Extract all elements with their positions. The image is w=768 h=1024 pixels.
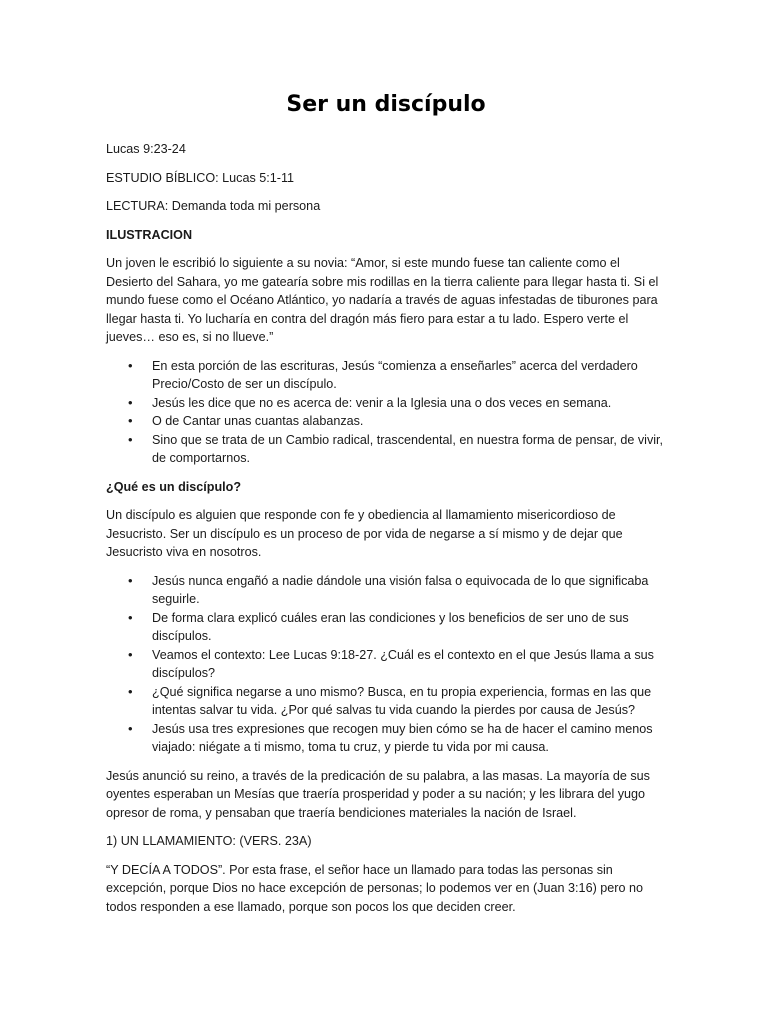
reading-line: LECTURA: Demanda toda mi persona bbox=[106, 199, 321, 213]
list-item: • Veamos el contexto: Lee Lucas 9:18-27. ¿Cuál es el contexto en el que Jesús llama a sus discípulos? bbox=[152, 646, 666, 683]
list-item: • Jesús nunca engañó a nadie dándole una visión falsa o equivocada de lo que significaba seguirle. bbox=[152, 572, 666, 609]
bible-study-line: ESTUDIO BÍBLICO: Lucas 5:1-11 bbox=[106, 170, 295, 185]
what-is-disciple-paragraph: Un discípulo es alguien que responde con fe y obediencia al llamamiento misericordioso de Jesucristo. Ser un discípulo es un proceso de por vida de negarse a sí mismo y de dejar que Jesucristo viva en nosotros. bbox=[106, 508, 623, 559]
what-is-disciple-heading: ¿Qué es un discípulo? bbox=[106, 479, 242, 494]
calling-paragraph: “Y DECÍA A TODOS”. Por esta frase, el señor hace un llamado para todas las personas sin excepción, porque Dios no hace excepción de personas; lo podemos ver en (Juan 3:16) pero no todos responden a ese llamado, porque son pocos los que deciden creer. bbox=[106, 862, 643, 914]
calling-heading: 1) UN LLAMAMIENTO: (VERS. 23A) bbox=[106, 834, 312, 848]
list-item: • Jesús les dice que no es acerca de: venir a la Iglesia una o dos veces en semana. bbox=[152, 394, 666, 413]
list-item: • O de Cantar unas cuantas alabanzas. bbox=[152, 412, 666, 431]
illustration-paragraph: Un joven le escribió lo siguiente a su novia: “Amor, si este mundo fuese tan caliente como el Desierto del Sahara, yo me gatearía sobre mis rodillas en la tierra caliente para llegar hasta ti. Si el mundo fuese como el Océano Atlántico, yo nadaría a través de aguas infestadas de tiburones para llegar hasta ti. Yo lucharía en contra del dragón más fiero para estar a tu lado. Espero verte el jueves… eso es, si no llueve.” bbox=[106, 256, 659, 344]
page-title: Ser un discípulo bbox=[286, 92, 486, 117]
list-item: • Sino que se trata de un Cambio radical, trascendental, en nuestra forma de pensar, de vivir, de comportarnos. bbox=[152, 431, 666, 468]
list-item: • Jesús usa tres expresiones que recogen muy bien cómo se ha de hacer el camino menos viajado: niégate a ti mismo, toma tu cruz, y pierde tu vida por mi causa. bbox=[152, 720, 666, 757]
kingdom-paragraph: Jesús anunció su reino, a través de la predicación de su palabra, a las masas. La mayoría de sus oyentes esperaban un Mesías que traería prosperidad y poder a su nación; y les librara del yugo opresor de roma, y pensaban que traería bendiciones materiales la nación de Israel. bbox=[106, 768, 650, 820]
bullet-list-intro bbox=[106, 357, 666, 468]
list-item: • De forma clara explicó cuáles eran las condiciones y los beneficios de ser uno de sus discípulos. bbox=[152, 609, 666, 646]
list-item: • En esta porción de las escrituras, Jesús “comienza a enseñarles” acerca del verdadero Precio/Costo de ser un discípulo. bbox=[152, 357, 666, 394]
list-item: • ¿Qué significa negarse a uno mismo? Busca, en tu propia experiencia, formas en las que intentas salvar tu vida. ¿Por qué salvas tu vida cuando la pierdes por causa de Jesús? bbox=[152, 683, 666, 720]
bullet-list-disciple bbox=[106, 572, 666, 757]
document-body bbox=[106, 88, 666, 926]
illustration-heading: ILUSTRACION bbox=[106, 227, 193, 242]
scripture-reference: Lucas 9:23-24 bbox=[106, 142, 186, 156]
